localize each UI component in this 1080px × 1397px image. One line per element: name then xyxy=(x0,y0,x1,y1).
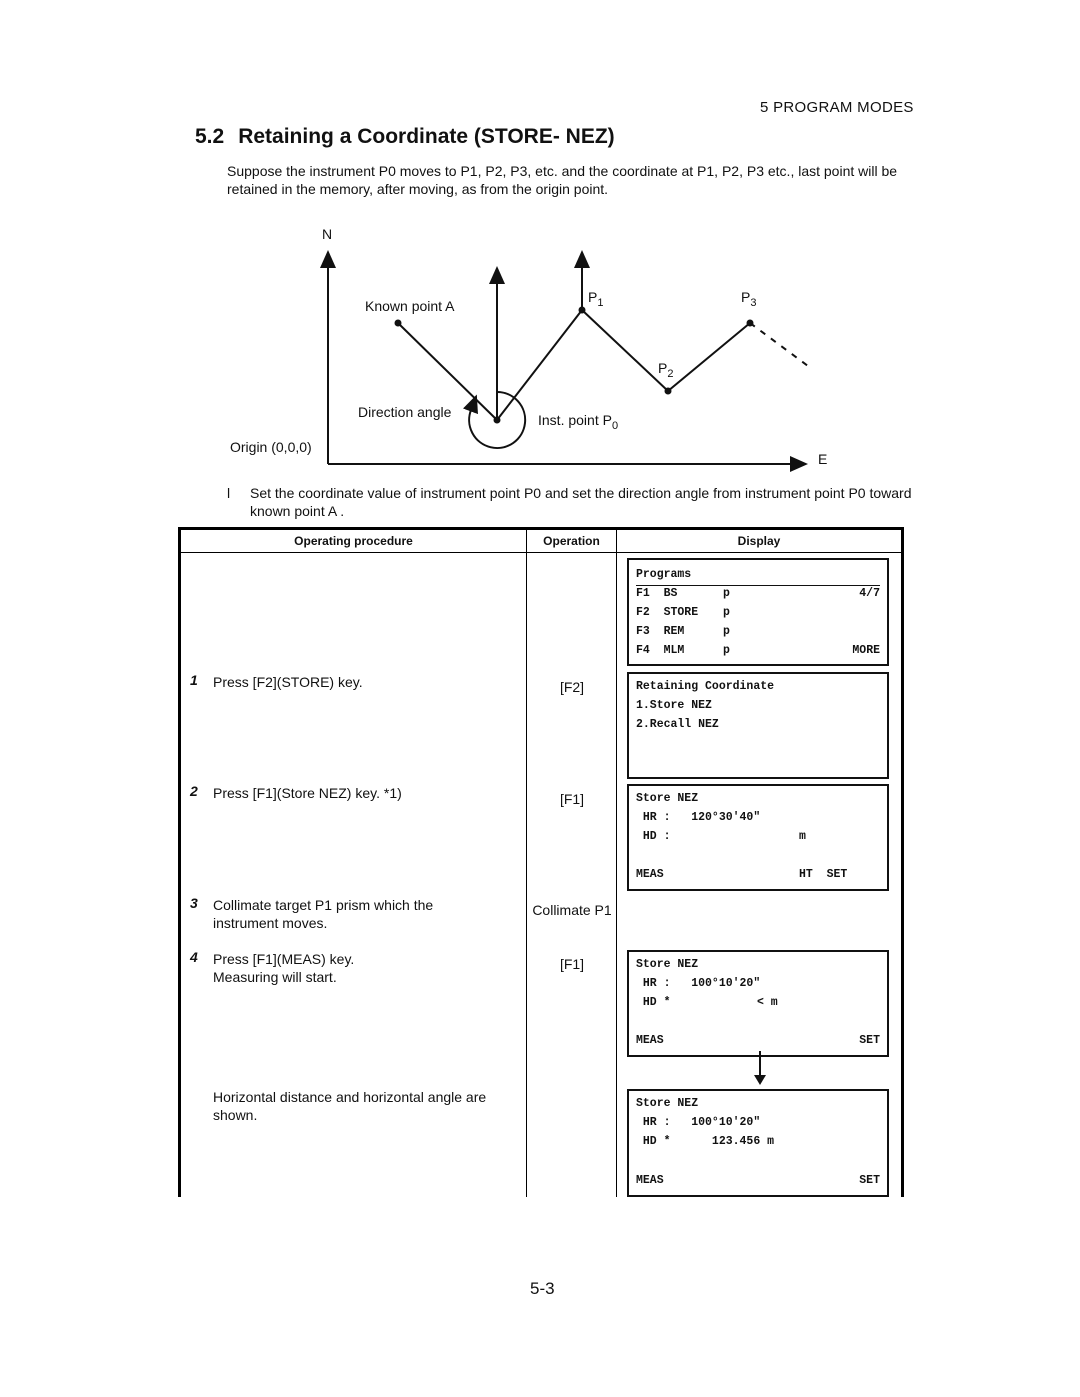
lcd-row: F3 REM p xyxy=(636,625,730,638)
lcd-softkeys xyxy=(636,1034,880,1048)
step-number: 4 xyxy=(190,949,198,965)
point-a xyxy=(395,320,402,327)
step-operation: Collimate P1 xyxy=(532,902,612,918)
lcd-row: F4 MLM p MORE xyxy=(636,644,880,657)
lcd-programs xyxy=(627,558,889,666)
step-operation: [F1] xyxy=(559,791,585,807)
table-top-border xyxy=(178,527,904,530)
label-origin: Origin (0,0,0) xyxy=(230,439,312,455)
point-p2 xyxy=(665,388,672,395)
header-operating-procedure: Operating procedure xyxy=(294,534,413,548)
down-arrow-icon xyxy=(750,1051,770,1087)
table-right-border xyxy=(901,527,904,1197)
lcd-row: F1 BS p 4/7 xyxy=(636,587,880,600)
label-p2: $P_2$ xyxy=(658,360,674,380)
lcd-retaining-coordinate xyxy=(627,672,889,779)
table-header-rule xyxy=(178,552,904,553)
step-text: Press [F1](MEAS) key. Measuring will start. xyxy=(213,951,355,985)
lcd-softkeys xyxy=(636,868,880,882)
step-number: 2 xyxy=(190,783,198,799)
lcd-menu-store-nez: 1.Store NEZ xyxy=(636,699,712,712)
label-n: N xyxy=(322,226,333,242)
label-direction-angle: Direction angle xyxy=(358,404,452,420)
page-number: 5-3 xyxy=(530,1279,555,1298)
step-number: 3 xyxy=(190,895,198,911)
section-number: 5.2 xyxy=(195,125,225,148)
step-text: Press [F2](STORE) key. xyxy=(213,674,363,690)
lcd-store-nez-result xyxy=(627,1089,889,1197)
lcd-softkeys xyxy=(636,1174,880,1188)
soft-key-meas: MEAS xyxy=(636,868,664,881)
soft-key-set: SET xyxy=(859,1034,880,1047)
lcd-title: Store NEZ xyxy=(636,1097,699,1110)
line-p0-p1 xyxy=(497,310,582,420)
label-p1: $P_1$ xyxy=(588,289,604,309)
lcd-hr-row: HR : 120°30'40" xyxy=(636,811,761,824)
label-known-point: Known point A xyxy=(365,298,455,314)
soft-key-ht-set: HT SET xyxy=(799,868,848,881)
result-note: Horizontal distance and horizontal angle are shown. xyxy=(213,1089,487,1123)
lcd-title: Store NEZ xyxy=(636,958,699,971)
intro-paragraph: Suppose the instrument P0 moves to P1, P2, P3, etc. and the coordinate at P1, P2, P3 etc., last point will be retained in the memory, after moving, as from the origin point. xyxy=(227,163,898,197)
lcd-hd-row: HD * 123.456 m xyxy=(636,1135,775,1148)
soft-key-meas: MEAS xyxy=(636,1174,664,1187)
soft-key-set: SET xyxy=(859,1174,880,1187)
lcd-hr-row: HR : 100°10'20" xyxy=(636,1116,761,1129)
step-text: Press [F1](Store NEZ) key. *1) xyxy=(213,785,402,801)
line-p3-next xyxy=(750,323,808,366)
note-text: Set the coordinate value of instrument point P0 and set the direction angle from instrument point P0 toward known point A . xyxy=(250,485,912,519)
step-operation: [F1] xyxy=(559,956,585,972)
lcd-hr-row: HR : 100°10'20" xyxy=(636,977,761,990)
label-inst-point: Inst. point $P_0$ xyxy=(538,412,619,432)
step-text: Collimate target P1 prism which the instrument moves. xyxy=(213,897,434,931)
lcd-store-nez-measuring xyxy=(627,950,889,1057)
header-operation: Operation xyxy=(543,534,600,548)
line-p1-p2 xyxy=(582,310,668,391)
label-e: E xyxy=(818,451,828,467)
table-col-divider-1 xyxy=(526,529,527,1197)
label-p3: $P_3$ xyxy=(741,289,757,309)
table-left-border xyxy=(178,527,181,1197)
lcd-title: Store NEZ xyxy=(636,792,699,805)
lcd-row: F2 STORE p xyxy=(636,606,730,619)
line-p2-p3 xyxy=(668,323,750,391)
lcd-menu-recall-nez: 2.Recall NEZ xyxy=(636,718,719,731)
coordinate-diagram xyxy=(0,0,1080,480)
point-p3 xyxy=(747,320,754,327)
soft-key-meas: MEAS xyxy=(636,1034,664,1047)
table-col-divider-2 xyxy=(616,529,617,1197)
running-header: 5 PROGRAM MODES xyxy=(760,99,914,116)
lcd-title: Retaining Coordinate xyxy=(636,680,775,693)
step-operation: [F2] xyxy=(559,679,585,695)
lcd-title: Programs xyxy=(636,568,692,581)
lcd-hd-row: HD : m xyxy=(636,830,806,843)
step-number: 1 xyxy=(190,672,198,688)
note-bullet: l xyxy=(227,485,231,501)
lcd-hd-row: HD * < m xyxy=(636,996,778,1009)
header-display: Display xyxy=(737,534,781,548)
section-title-text: Retaining a Coordinate (STORE- NEZ) xyxy=(238,125,615,148)
lcd-store-nez-initial xyxy=(627,784,889,891)
soft-key-more: MORE xyxy=(852,644,880,657)
point-p0 xyxy=(494,417,501,424)
point-p1 xyxy=(579,307,586,314)
